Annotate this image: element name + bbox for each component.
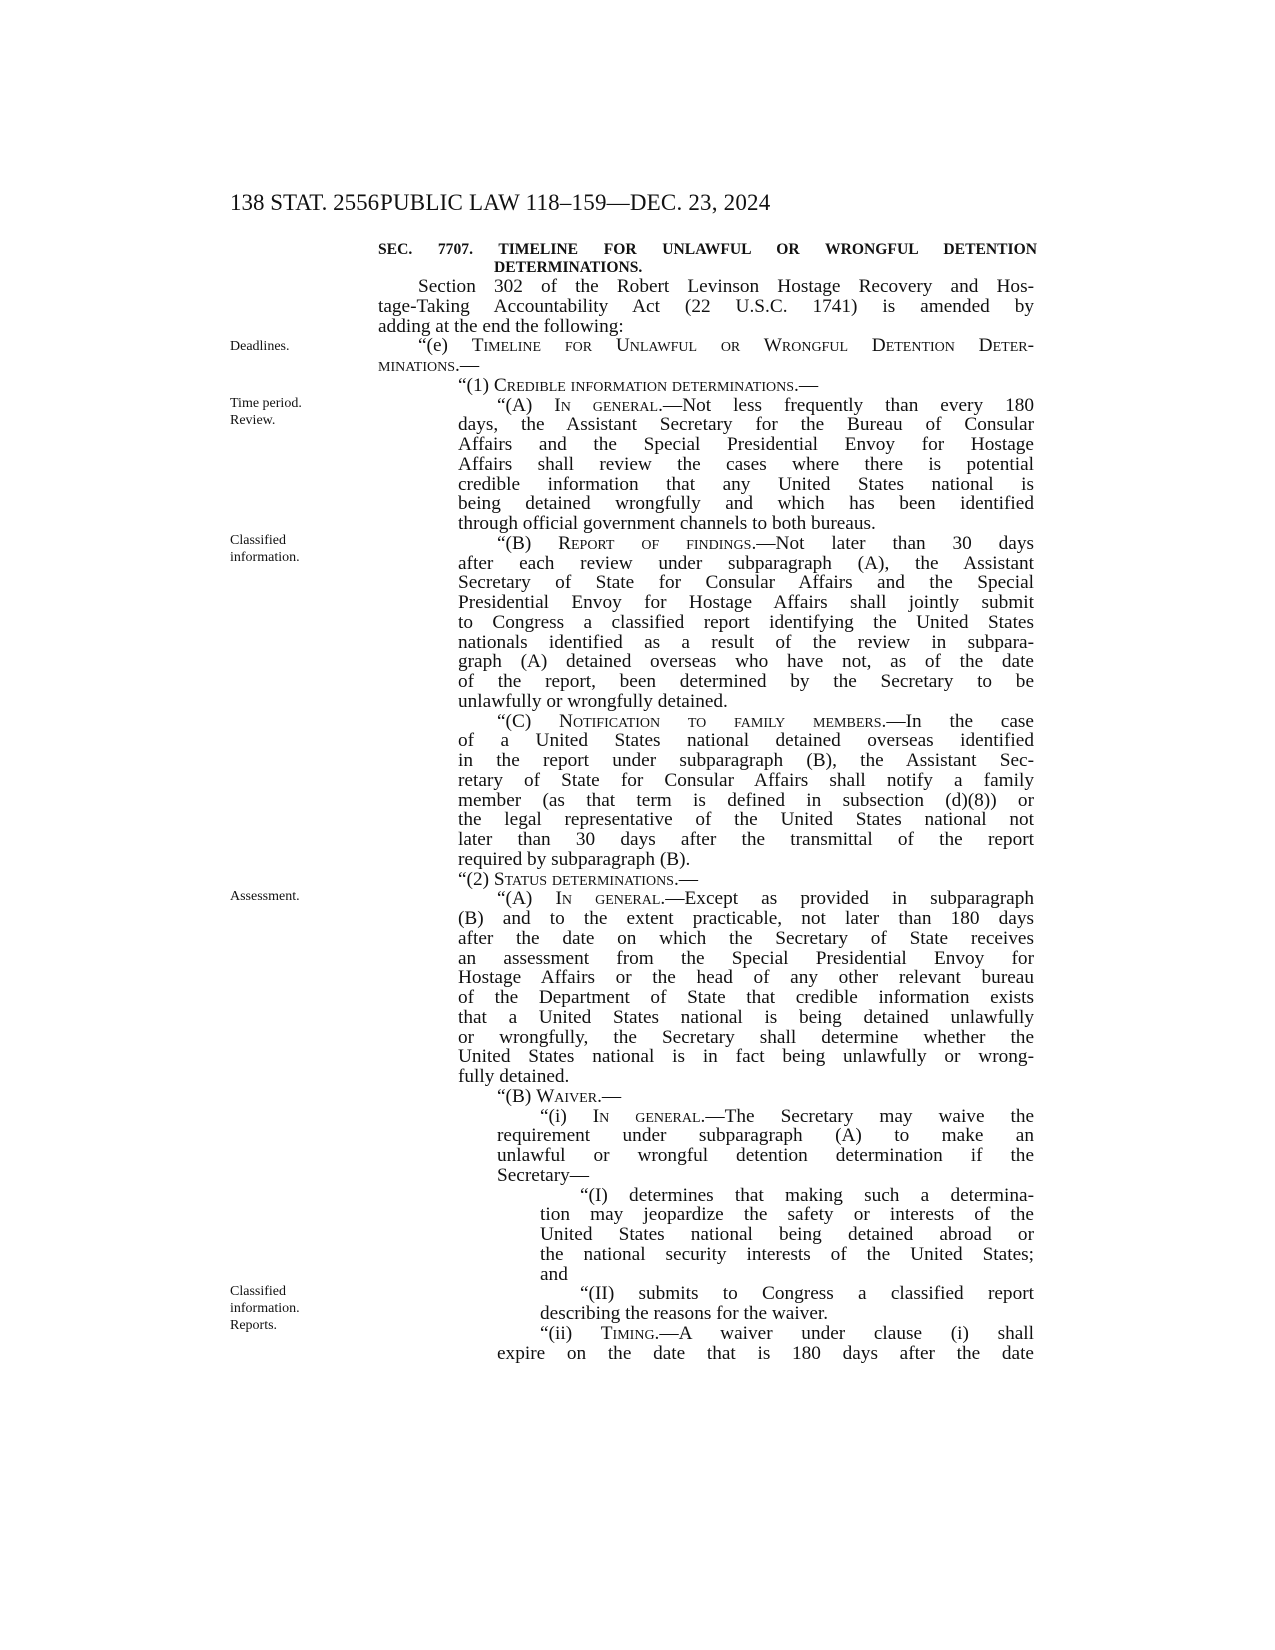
text-line: “(I) determines that making such a determina- [580, 1184, 1034, 1206]
text-line: the national security interests of the United States; [540, 1243, 1034, 1265]
text-line: of the Department of State that credible information exists [458, 987, 1034, 1008]
text-line: to Congress a classified report identifying the United States [458, 611, 1034, 633]
text-line: Secretary— [497, 1164, 590, 1186]
provision-heading: In general. [592, 1105, 706, 1127]
text-run: — [678, 868, 699, 890]
provision-heading: Waiver. [536, 1085, 602, 1107]
text-line: and [540, 1263, 568, 1285]
text-line: days, the Assistant Secretary for the Bureau of Consular [458, 414, 1034, 436]
text-run: “(ii) [540, 1322, 601, 1344]
provision-heading: Notification to family members. [559, 710, 887, 732]
text-line: credible information that any United States national is [458, 473, 1034, 495]
text-line: being detained wrongfully and which has been identified [458, 493, 1034, 515]
margin-note [230, 395, 302, 429]
text-line: describing the reasons for the waiver. [540, 1303, 829, 1324]
text-line: fully detained. [458, 1066, 570, 1087]
text-run: “(e) [418, 335, 472, 357]
text-line: after the date on which the Secretary of State receives [458, 927, 1034, 949]
provision-heading: In general. [554, 394, 663, 416]
text-run: —In the case [886, 710, 1034, 732]
text-line: tion may jeopardize the safety or interests of the [540, 1204, 1034, 1226]
text-line [540, 1324, 1034, 1345]
margin-note-line: Assessment. [230, 889, 300, 904]
text-run: —Not later than 30 days [756, 532, 1034, 554]
text-line: United States national being detained abroad or [540, 1224, 1034, 1245]
text-run: — [601, 1085, 622, 1107]
margin-note-line: information. [230, 550, 300, 565]
margin-note [230, 338, 289, 355]
text-line: (B) and to the extent practicable, not later than 180 days [458, 908, 1034, 929]
text-line: later than 30 days after the transmittal of the report [458, 829, 1034, 850]
text-line: Section 302 of the Robert Levinson Hostage Recovery and Hos- [418, 276, 1034, 297]
text-run: “(C) [497, 710, 560, 732]
margin-note-line: information. [230, 1301, 300, 1316]
text-run: —The Secretary may waive the [705, 1105, 1035, 1127]
text-line: of a United States national detained overseas identified [458, 730, 1034, 752]
text-line: “(II) submits to Congress a classified report [580, 1283, 1034, 1305]
text-line: retary of State for Consular Affairs shall notify a family [458, 769, 1034, 791]
provision-heading: Timeline for Unlawful or Wrongful Detention Deter- [471, 335, 1035, 357]
text-line: unlawfully or wrongfully detained. [458, 690, 728, 712]
margin-note [230, 1283, 300, 1334]
margin-note-line: Classified [230, 533, 286, 548]
provision-heading: Status determinations. [493, 868, 679, 890]
text-line: Presidential Envoy for Hostage Affairs shall jointly submit [458, 592, 1034, 613]
text-line: adding at the end the following: [378, 315, 624, 337]
text-line: in the report under subparagraph (B), the Assistant Sec- [458, 750, 1034, 771]
text-line: that a United States national is being detained unlawfully [458, 1006, 1034, 1028]
margin-note [230, 888, 300, 905]
text-line: the legal representative of the United States national not [458, 809, 1034, 831]
text-run: —A waiver under clause (i) shall [659, 1322, 1034, 1344]
text-run: “(1) [458, 374, 494, 396]
text-line: Hostage Affairs or the head of any other relevant bureau [458, 967, 1034, 989]
provision-heading: Timing. [600, 1322, 660, 1344]
text-run: “(A) [497, 394, 555, 416]
text-line: Affairs and the Special Presidential Envoy for Hostage [458, 434, 1034, 455]
text-line: requirement under subparagraph (A) to make an [497, 1125, 1034, 1147]
page-header [230, 186, 1040, 220]
text-run: “(B) [497, 532, 559, 554]
page-number: 138 STAT. 2556 [230, 190, 380, 215]
text-line: an assessment from the Special Presidential Envoy for [458, 947, 1034, 969]
text-line: or wrongfully, the Secretary shall determine whether the [458, 1026, 1034, 1048]
text-line: United States national is in fact being unlawfully or wrong- [458, 1046, 1034, 1068]
text-line: graph (A) detained overseas who have not, as of the date [458, 651, 1034, 673]
text-line: through official government channels to both bureaus. [458, 513, 876, 534]
text-run: — [798, 374, 819, 396]
margin-note-line: Review. [230, 413, 276, 428]
text-line: unlawful or wrongful detention determination if the [497, 1145, 1034, 1166]
public-law-citation: PUBLIC LAW 118–159—DEC. 23, 2024 [380, 190, 771, 215]
text-line: member (as that term is defined in subsection (d)(8)) or [458, 789, 1034, 811]
provision-heading: Report of findings. [558, 532, 757, 554]
section-heading-continued: DETERMINATIONS. [494, 259, 643, 276]
margin-note-line: Time period. [230, 396, 302, 411]
text-run: —Not less frequently than every 180 [662, 394, 1034, 416]
provision-heading: minations. [378, 355, 460, 376]
text-line: expire on the date that is 180 days after the date [497, 1342, 1034, 1364]
text-line: tage-Taking Accountability Act (22 U.S.C. 1741) is amended by [378, 295, 1034, 317]
text-run: “(2) [458, 868, 494, 890]
text-line [418, 336, 1034, 357]
text-line: Affairs shall review the cases where there is potential [458, 453, 1034, 475]
section-heading: SEC. 7707. TIMELINE FOR UNLAWFUL OR WRONGFUL DETENTION [378, 241, 1037, 258]
text-run: “(B) [497, 1085, 537, 1107]
provision-heading: In general. [555, 888, 666, 910]
text-line: nationals identified as a result of the review in subpara- [458, 631, 1034, 653]
text-run: —Except as provided in subparagraph [665, 888, 1034, 910]
text-run: — [459, 355, 480, 376]
text-line: required by subparagraph (B). [458, 848, 691, 870]
margin-note-line: Reports. [230, 1318, 278, 1333]
provision-heading: Credible information determinations. [493, 374, 799, 396]
text-line [497, 534, 1034, 555]
margin-note [230, 532, 300, 566]
text-run: “(A) [497, 888, 556, 910]
text-line: Secretary of State for Consular Affairs and the Special [458, 572, 1034, 594]
text-line: of the report, been determined by the Secretary to be [458, 671, 1034, 692]
text-line: after each review under subparagraph (A), the Assistant [458, 552, 1034, 574]
text-run: “(i) [540, 1105, 593, 1127]
margin-note-line: Classified [230, 1284, 286, 1299]
margin-note-line: Deadlines. [230, 339, 290, 354]
